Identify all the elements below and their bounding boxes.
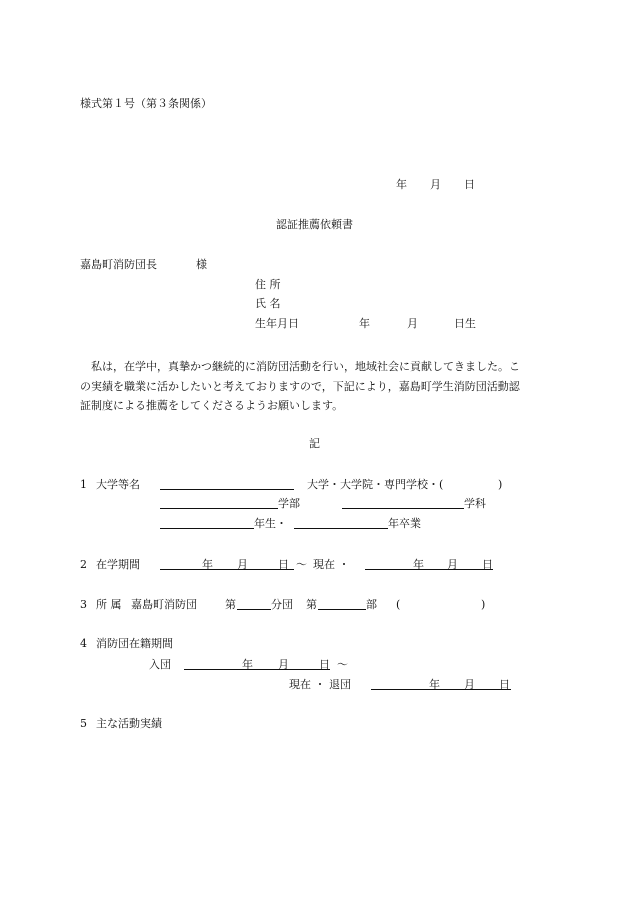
faculty-suffix: 学部 xyxy=(278,497,300,510)
form-number: 様式第１号（第３条関係） xyxy=(80,97,212,110)
addressee-honorific: 様 xyxy=(196,258,207,271)
grade-field[interactable] xyxy=(160,517,254,529)
birth-year-label: 年 xyxy=(359,317,370,330)
current-retire-label: 現在 ・ 退団 xyxy=(289,678,351,691)
date-year-label: 年 xyxy=(396,178,407,191)
date-month-label: 月 xyxy=(430,178,441,191)
school-types: 大学・大学院・専門学校・( xyxy=(307,478,444,491)
department-suffix: 学科 xyxy=(464,497,486,510)
section-suffix: 部 xyxy=(366,598,377,611)
document-title: 認証推薦依頼書 xyxy=(276,218,353,231)
department-field[interactable] xyxy=(342,497,464,509)
enrollment-start-field[interactable] xyxy=(160,558,294,570)
enrollment-start-month: 月 xyxy=(237,558,248,571)
item-1-label: 大学等名 xyxy=(96,478,140,491)
enrollment-end-field[interactable] xyxy=(365,558,493,570)
item-2-number: 2 xyxy=(80,558,87,571)
enrollment-start-day: 日 xyxy=(278,558,289,571)
item-4-number: 4 xyxy=(80,637,87,650)
graduation-suffix: 年卒業 xyxy=(388,517,421,530)
section-prefix: 第 xyxy=(306,598,317,611)
address-label: 住 所 xyxy=(255,278,281,291)
affiliation-open-paren: ( xyxy=(396,598,401,611)
branch-suffix: 分団 xyxy=(271,598,293,611)
enrollment-end-day: 日 xyxy=(482,558,493,571)
affiliation-close-paren: ) xyxy=(481,598,486,611)
retire-day: 日 xyxy=(499,678,510,691)
join-year: 年 xyxy=(242,658,253,671)
body-line-2: の実績を職業に活かしたいと考えておりますので，下記により，嘉島町学生消防団活動認 xyxy=(80,380,520,393)
item-2-label: 在学期間 xyxy=(96,558,140,571)
join-day: 日 xyxy=(319,658,330,671)
enrollment-end-month: 月 xyxy=(447,558,458,571)
membership-tilde: 〜 xyxy=(337,658,348,671)
item-3-number: 3 xyxy=(80,598,87,611)
section-number-field[interactable] xyxy=(318,598,366,610)
school-types-close-paren: ) xyxy=(498,478,503,491)
graduation-year-field[interactable] xyxy=(294,517,388,529)
item-5-number: 5 xyxy=(80,717,87,730)
retire-date-field[interactable] xyxy=(371,678,511,690)
addressee-name: 嘉島町消防団長 xyxy=(80,258,157,271)
grade-suffix: 年生・ xyxy=(254,517,287,530)
join-date-field[interactable] xyxy=(184,658,330,670)
item-3-label: 所 属 xyxy=(96,598,122,611)
item-5-label: 主な活動実績 xyxy=(96,717,162,730)
retire-year: 年 xyxy=(429,678,440,691)
item-1-number: 1 xyxy=(80,478,87,491)
enrollment-tilde: 〜 xyxy=(296,558,307,571)
birth-day-label: 日生 xyxy=(454,317,476,330)
birth-month-label: 月 xyxy=(407,317,418,330)
item-4-label: 消防団在籍期間 xyxy=(96,637,173,650)
retire-month: 月 xyxy=(464,678,475,691)
body-line-1: 私は，在学中，真摯かつ継続的に消防団活動を行い，地域社会に貢献してきました。こ xyxy=(91,360,520,373)
faculty-field[interactable] xyxy=(160,497,278,509)
name-label: 氏 名 xyxy=(255,297,281,310)
body-line-3: 証制度による推薦をしてくださるようお願いします。 xyxy=(80,399,344,412)
enrollment-end-year: 年 xyxy=(413,558,424,571)
ki-heading: 記 xyxy=(309,437,320,450)
branch-number-field[interactable] xyxy=(237,598,271,610)
enrollment-current: 現在 ・ xyxy=(313,558,350,571)
date-day-label: 日 xyxy=(464,178,475,191)
branch-prefix: 第 xyxy=(225,598,236,611)
enrollment-start-year: 年 xyxy=(202,558,213,571)
join-label: 入団 xyxy=(149,658,171,671)
join-month: 月 xyxy=(278,658,289,671)
school-name-field[interactable] xyxy=(160,478,294,490)
fire-brigade-name: 嘉島町消防団 xyxy=(131,598,197,611)
birthdate-label: 生年月日 xyxy=(255,317,299,330)
